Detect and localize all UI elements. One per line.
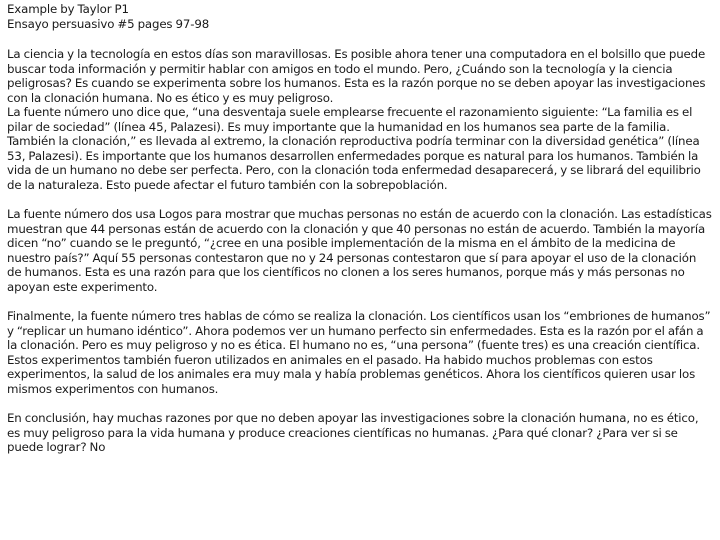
author-line: Example by Taylor P1 [7, 2, 129, 16]
paragraph-conclusion: En conclusión, hay muchas razones por que no deben apoyar las investigaciones sobre la clonación humana, no es ético, es muy peligroso para la vida humana y produce creaciones científicas no humanas. ¿Para qué clonar? ¿Para ver si se puede lograr? No [7, 411, 699, 454]
paragraph-source-three: Finalmente, la fuente número tres hablas de cómo se realiza la clonación. Los científicos usan los “embriones de humanos” y “replicar un humano idéntico”. Ahora podemos ver un humano perfecto sin enfermedades. Esta es la razón por el afán a la clonación. Pero es muy peligroso y no es ética. El humano no es, “una persona” (fuente tres) es una creación científica. Estos experimentos también fueron utilizados en animales en el pasado. Ha habido muchos problemas con estos experimentos, la salud de los animales era muy mala y había problemas genéticos. Ahora los científicos quieren usar los mismos experimentos con humanos. [7, 309, 711, 396]
paragraph-source-two: La fuente número dos usa Logos para mostrar que muchas personas no están de acuerdo con la clonación. Las estadísticas muestran que 44 personas están de acuerdo con la clonación y que 40 personas no están de acuerdo. También la mayoría dicen “no” cuando se le preguntó, “¿cree en una posible implementación de la misma en el ámbito de la medicina de nuestro país?” Aquí 55 personas contestaron que no y 24 personas contestaron que sí para apoyar el uso de la clonación de humanos. Esta es una razón para que los científicos no clonen a los seres humanos, porque más y más personas no apoyan este experimento. [7, 207, 712, 294]
spacer [7, 396, 713, 411]
assignment-line: Ensayo persuasivo #5 pages 97-98 [7, 16, 210, 31]
paragraph-source-one: La fuente número uno dice que, “una desventaja suele emplearse frecuente el razonamiento siguiente: “La familia es el pilar de sociedad” (línea 45, Palazesi). Es muy importante que la humanidad en los humanos sea parte de la familia. También la clonación,” es llevada al extremo, la clonación reproductiva podría terminar con la diversidad genética” (línea 53, Palazesi). Es importante que los humanos desarrollen enfermedades porque es natural para los humanos. También la vida de un humano no debe ser perfecta. Pero, con la clonación toda enfermedad desaparecerá, y se librará del equilibrio de la naturaleza. Esto puede afectar el futuro también con la sobrepoblación. [7, 105, 701, 192]
spacer [7, 31, 713, 47]
spacer [7, 294, 713, 309]
spacer [7, 192, 713, 207]
paragraph-intro: La ciencia y la tecnología en estos días son maravillosas. Es posible ahora tener una computadora en el bolsillo que puede buscar toda información y permitir hablar con amigos en todo el mundo. Pero, ¿Cuándo son la tecnología y la ciencia peligrosas? Es cuando se experimenta sobre los humanos. Esta es la razón porque no se deben apoyar las investigaciones con la clonación humana. No es ético y es muy peligroso. [7, 47, 706, 105]
document-page [7, 2, 713, 455]
